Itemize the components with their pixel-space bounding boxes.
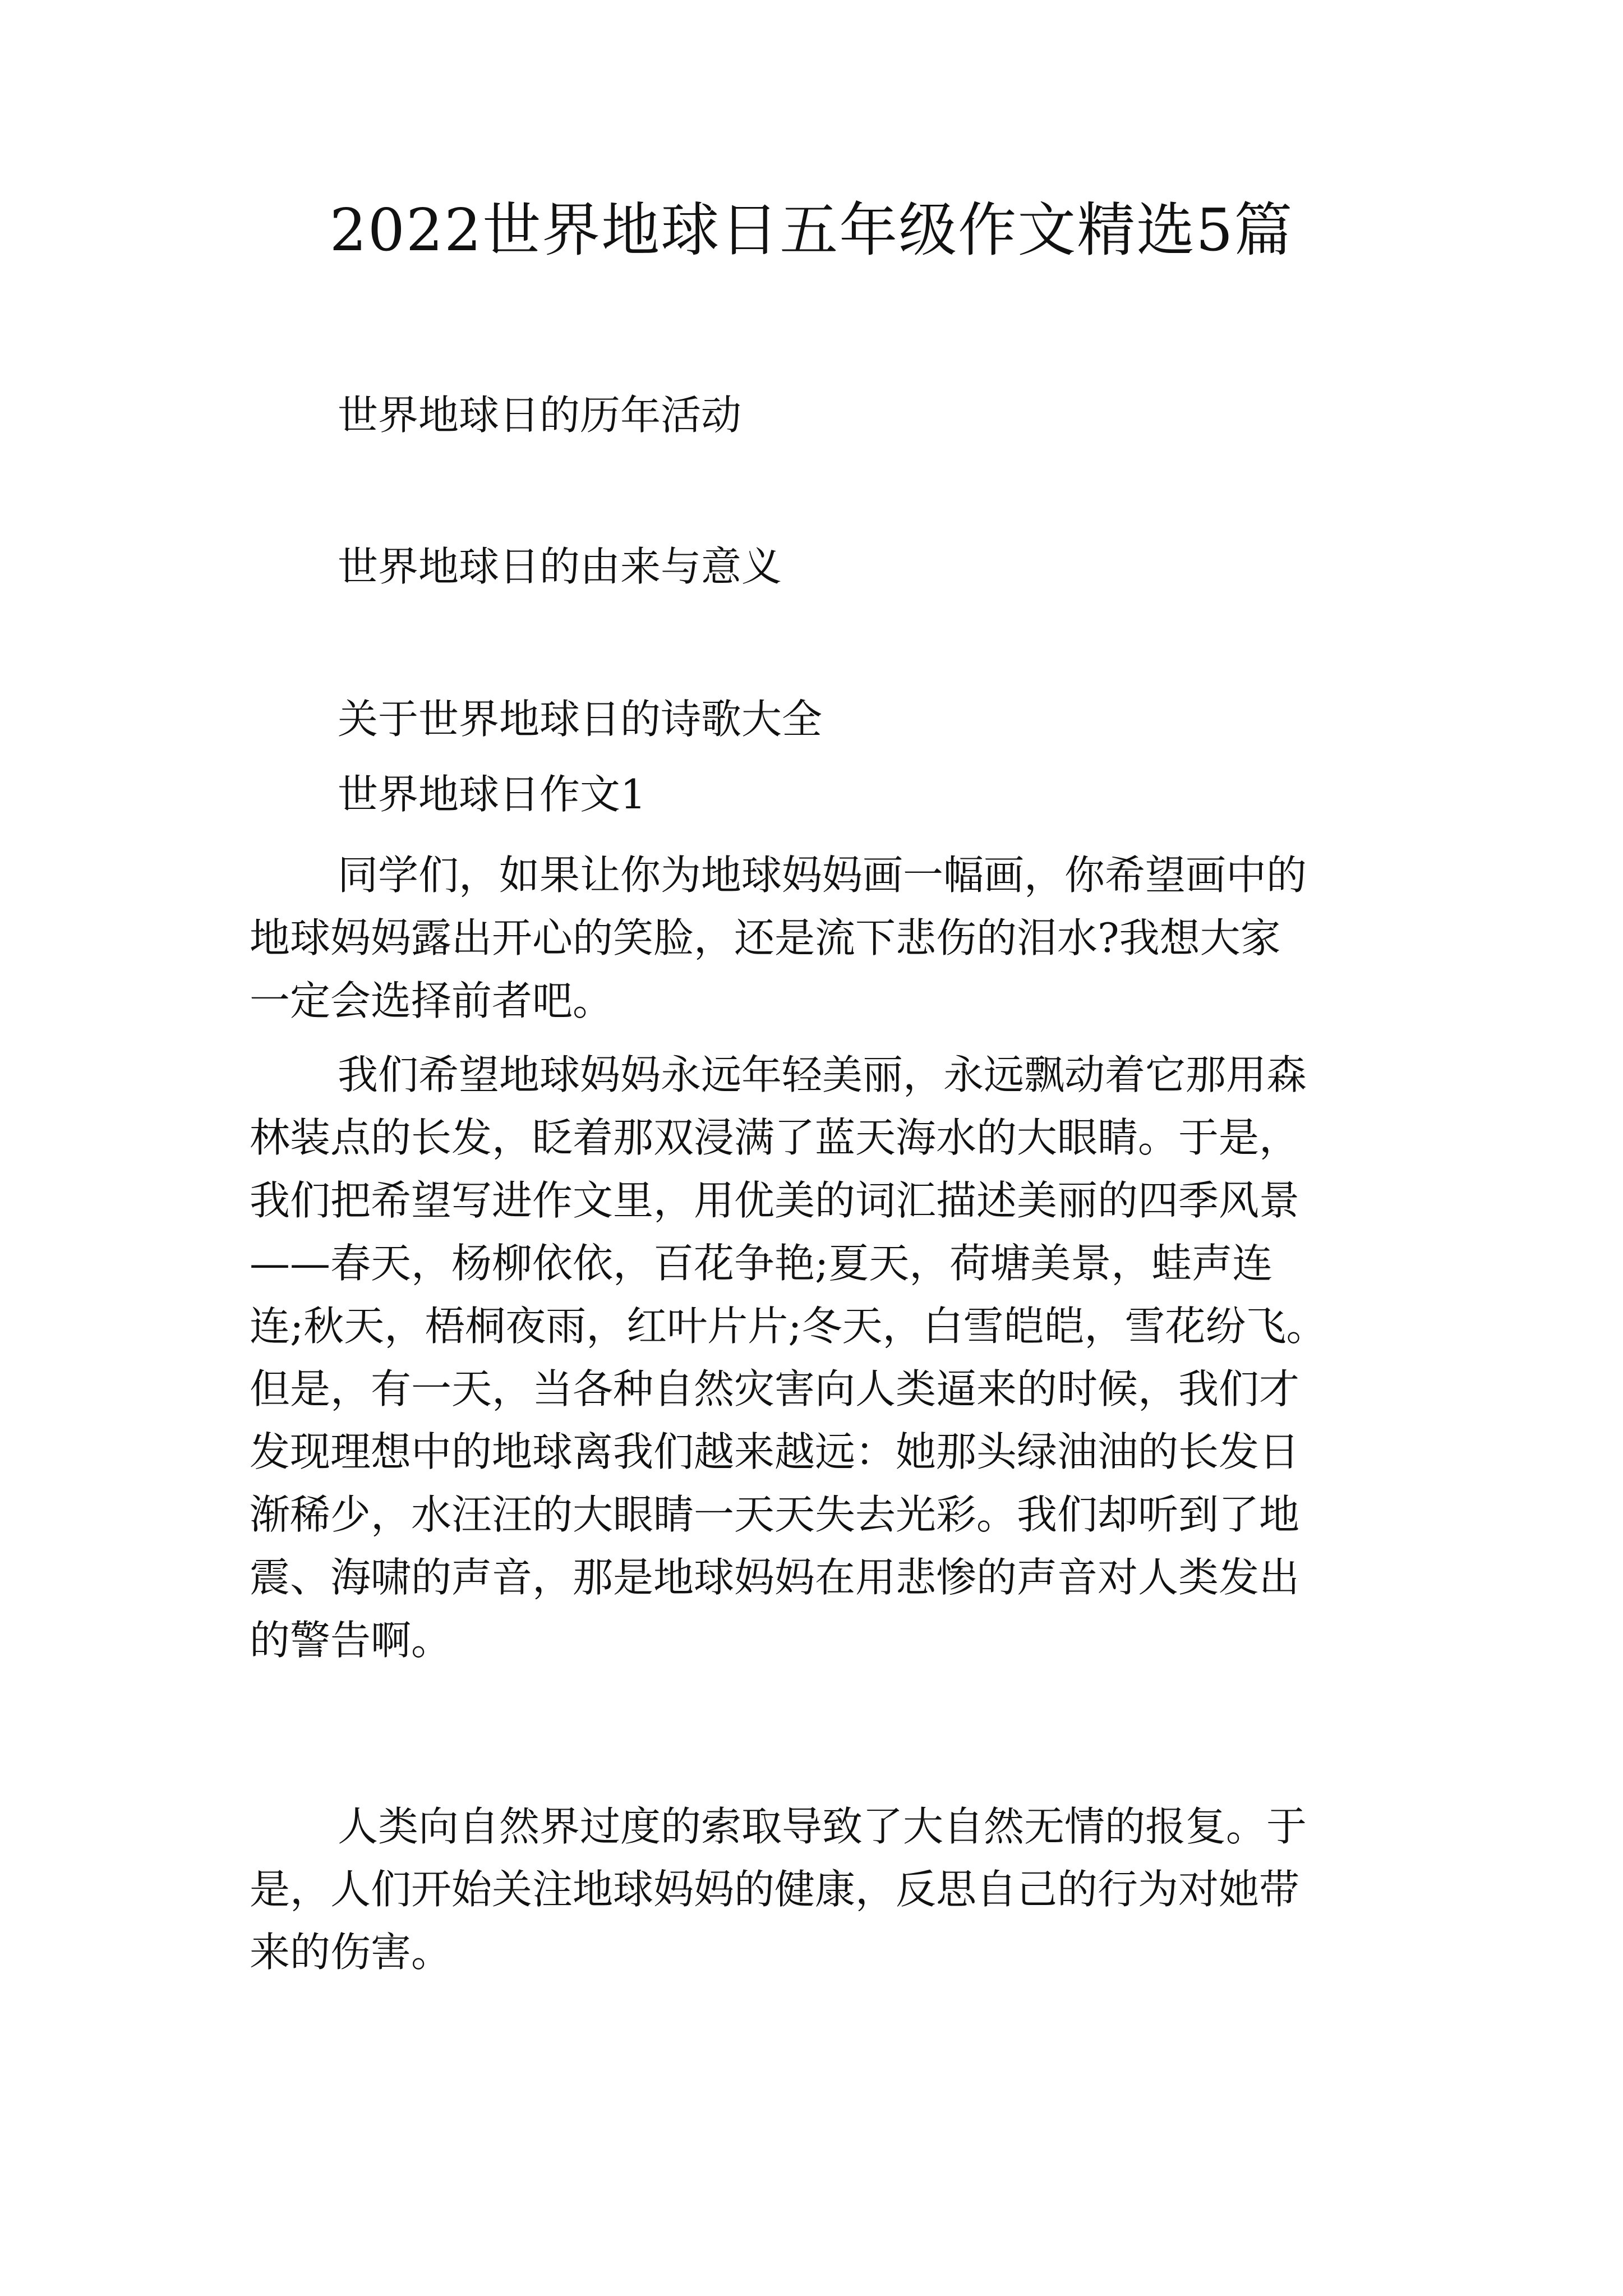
related-link-origin-meaning[interactable]: 世界地球日的由来与意义 — [338, 543, 782, 590]
paragraph-line: 地球妈妈露出开心的笑脸，还是流下悲伤的泪水?我想大家 — [250, 914, 1281, 961]
paragraph-line: 但是，有一天，当各种自然灾害向人类逼来的时候，我们才 — [250, 1365, 1300, 1412]
related-link-annual-activities[interactable]: 世界地球日的历年活动 — [338, 392, 742, 439]
paragraph-line: ——春天，杨柳依依，百花争艳;夏天，荷塘美景，蛙声连 — [250, 1240, 1273, 1287]
paragraph-line: 连;秋天，梧桐夜雨，红叶片片;冬天，白雪皑皑，雪花纷飞。 — [250, 1303, 1327, 1350]
paragraph-line: 是，人们开始关注地球妈妈的健康，反思自己的行为对她带 — [250, 1866, 1300, 1913]
paragraph-2 — [250, 1043, 1394, 1672]
paragraph-line: 同学们，如果让你为地球妈妈画一幅画，你希望画中的 — [338, 852, 1307, 899]
related-link-poems[interactable]: 关于世界地球日的诗歌大全 — [338, 696, 823, 743]
paragraph-line: 一定会选择前者吧。 — [250, 977, 614, 1024]
paragraph-3 — [250, 1795, 1394, 1984]
paragraph-1 — [250, 844, 1394, 1032]
paragraph-line: 人类向自然界过度的索取导致了大自然无情的报复。于 — [338, 1803, 1307, 1850]
paragraph-line: 我们希望地球妈妈永远年轻美丽，永远飘动着它那用森 — [338, 1051, 1307, 1098]
paragraph-line: 林装点的长发，眨着那双浸满了蓝天海水的大眼睛。于是， — [250, 1114, 1300, 1161]
paragraph-line: 的警告啊。 — [250, 1617, 452, 1664]
paragraph-line: 渐稀少，水汪汪的大眼睛一天天失去光彩。我们却听到了地 — [250, 1491, 1300, 1538]
paragraph-line: 我们把希望写进作文里，用优美的词汇描述美丽的四季风景 — [250, 1177, 1300, 1224]
document-title: 2022世界地球日五年级作文精选5篇 — [329, 196, 1294, 264]
paragraph-line: 来的伤害。 — [250, 1929, 452, 1976]
section-heading: 世界地球日作文1 — [338, 771, 646, 818]
paragraph-line: 发现理想中的地球离我们越来越远：她那头绿油油的长发日 — [250, 1428, 1300, 1475]
paragraph-line: 震、海啸的声音，那是地球妈妈在用悲惨的声音对人类发出 — [250, 1554, 1300, 1601]
